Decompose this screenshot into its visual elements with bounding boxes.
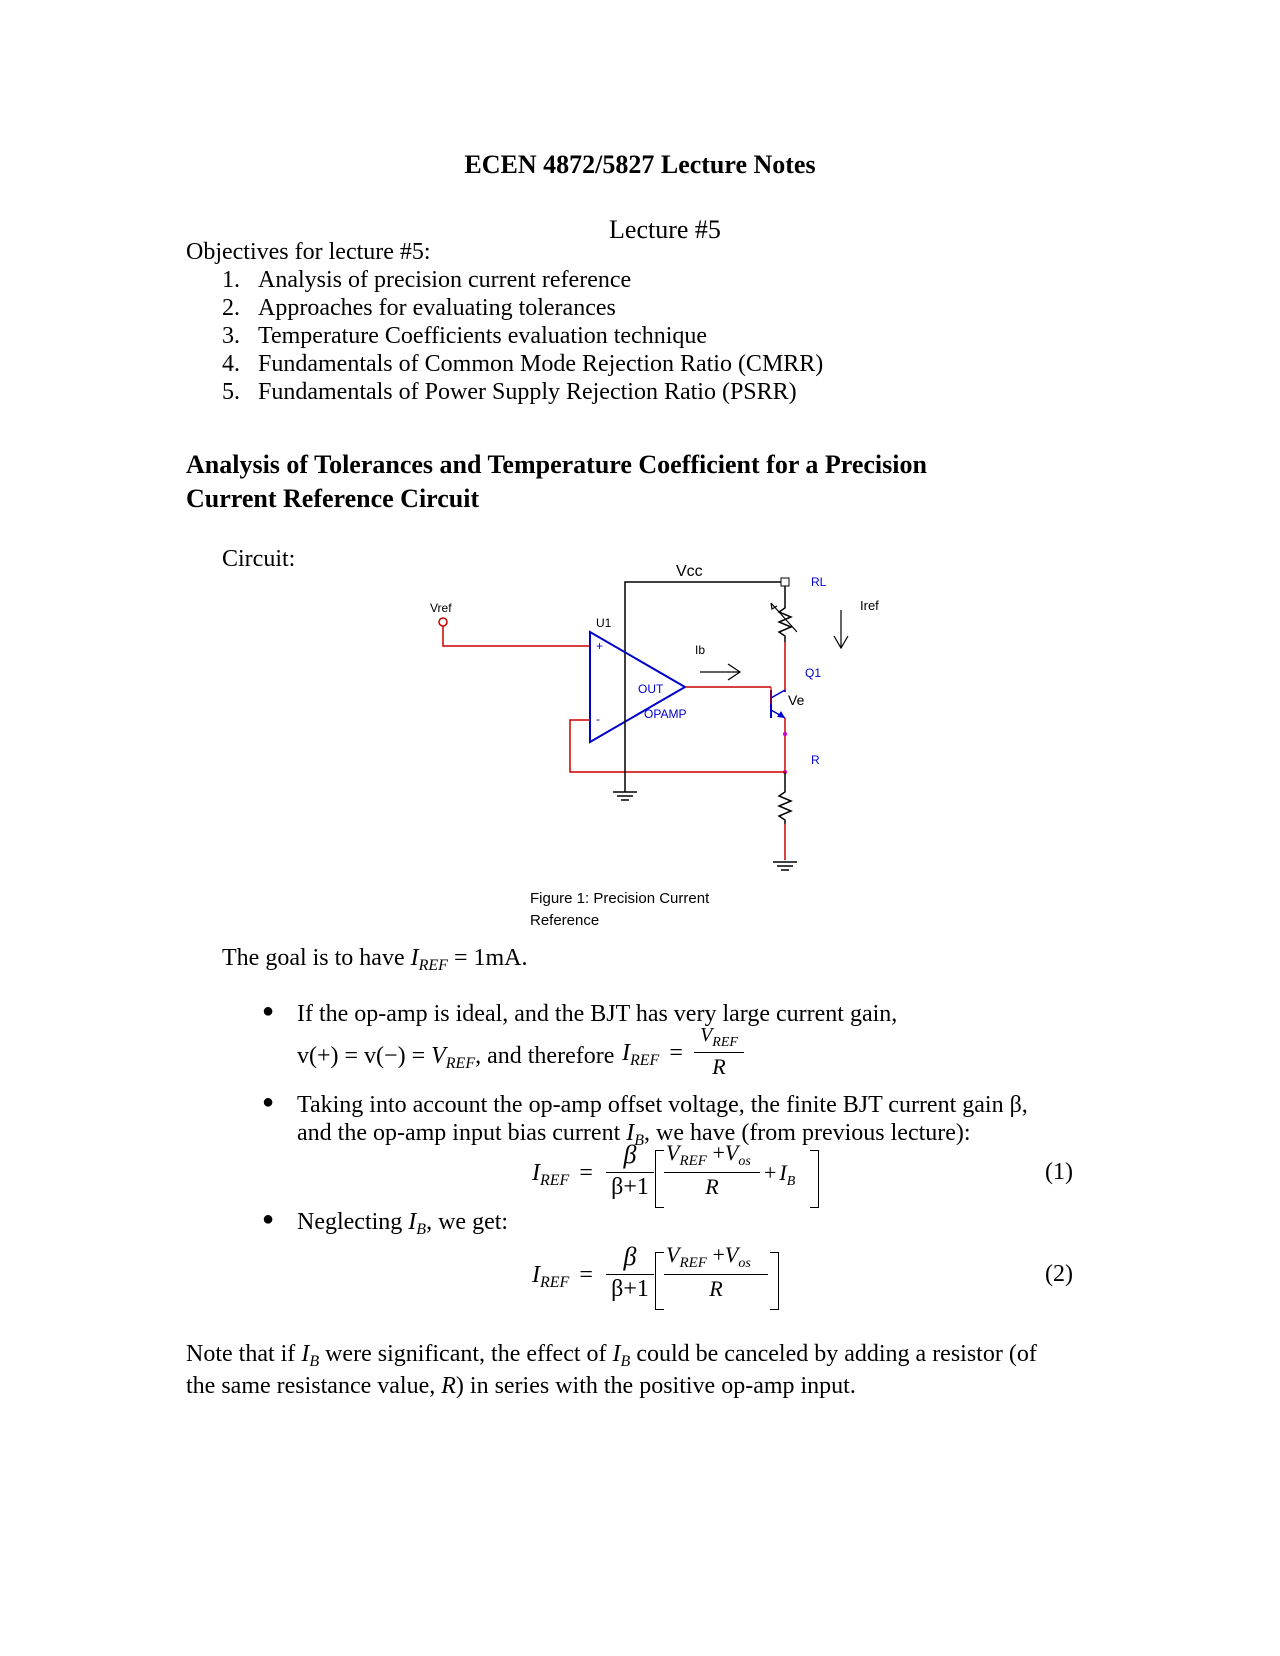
eq2-frac-bar: [606, 1274, 654, 1275]
eq2-beta-plus-1: β+1: [611, 1276, 649, 1302]
eq1-ib-term: + $I_B$: [764, 1160, 796, 1189]
fraction-denominator: R: [712, 1054, 726, 1079]
section-heading-line2: Current Reference Circuit: [186, 484, 480, 513]
page-title: ECEN 4872/5827 Lecture Notes: [464, 150, 816, 179]
eq1-beta: β: [623, 1140, 637, 1169]
fraction-numerator: $V_{REF}$: [700, 1024, 738, 1050]
opamp-label: OPAMP: [644, 707, 687, 721]
objective-item: 5. Fundamentals of Power Supply Rejection Ratio (PSRR): [222, 379, 797, 405]
goal-text: The goal is to have $I_{REF} = 1mA$.: [222, 945, 528, 974]
eq2-left-bracket: [655, 1252, 664, 1310]
eq2-numerator: $V_{REF} +V_{os}$: [666, 1242, 751, 1271]
figure-caption-line1: Figure 1: Precision Current: [530, 890, 710, 907]
circuit-diagram: [400, 560, 920, 890]
eq1-lhs: $I_{REF}$ =: [532, 1160, 593, 1189]
bullet-icon: ●: [262, 1208, 275, 1230]
eq2-lhs: $I_{REF}$ =: [532, 1262, 593, 1291]
iref-label: Iref: [860, 598, 879, 613]
eq1-beta-plus-1: β+1: [611, 1174, 649, 1200]
q1-label: Q1: [805, 666, 822, 680]
q1-collector: [771, 690, 785, 698]
rl-resistor: [779, 602, 791, 642]
eq1-right-bracket: [810, 1150, 819, 1208]
section-heading-line1: Analysis of Tolerances and Temperature Coefficient for a Precision: [186, 450, 927, 479]
bullet-1-line1: If the op-amp is ideal, and the BJT has very large current gain,: [297, 1001, 898, 1027]
plus-label: +: [596, 639, 604, 653]
objective-item: 2. Approaches for evaluating tolerances: [222, 295, 616, 321]
circuit-label: Circuit:: [222, 546, 296, 572]
eq2-denominator: R: [709, 1276, 723, 1301]
rl-label: RL: [811, 575, 827, 589]
note-line1: Note that if $I_B$ were significant, the effect of $I_B$ could be canceled by adding a resistor (of: [186, 1341, 1037, 1370]
vcc-label: Vcc: [676, 563, 703, 580]
eq1-frac-bar: [606, 1172, 654, 1173]
note-line2: the same resistance value, R) in series with the positive op-amp input.: [186, 1373, 856, 1399]
objective-item: 3. Temperature Coefficients evaluation technique: [222, 323, 708, 349]
bullet-2-line2: and the op-amp input bias current $I_B$, we have (from previous lecture):: [297, 1120, 971, 1149]
eq1-inner-frac-bar: [664, 1172, 760, 1173]
eq2-beta: β: [623, 1242, 637, 1271]
eq2-right-bracket: [770, 1252, 779, 1310]
vref-wire: [443, 626, 590, 646]
objective-item: 1. Analysis of precision current reference: [222, 267, 632, 293]
vref-terminal: [439, 618, 447, 626]
bullet-icon: ●: [262, 1000, 275, 1022]
objectives-heading: Objectives for lecture #5:: [186, 239, 431, 265]
bullet-icon: ●: [262, 1091, 275, 1113]
minus-label: -: [596, 712, 600, 726]
eq1-denominator: R: [705, 1174, 719, 1199]
eq1-left-bracket: [655, 1150, 664, 1208]
emitter-node: [783, 732, 787, 736]
feedback-wire: [570, 720, 785, 772]
fraction-bar: [694, 1052, 744, 1053]
eq1-numerator: $V_{REF} +V_{os}$: [666, 1140, 751, 1169]
vcc-terminal: [781, 578, 789, 586]
out-label: OUT: [638, 682, 664, 696]
eq2-inner-frac-bar: [664, 1274, 768, 1275]
u1-label: U1: [596, 616, 612, 630]
r-label: R: [811, 753, 820, 767]
bullet-3-line1: Neglecting $I_B$, we get:: [297, 1209, 509, 1238]
bullet-1-line2: $v(+) = v(-) = V_{REF}$, and therefore: [297, 1043, 615, 1072]
ideal-iref-term: $I_{REF}$ =: [622, 1040, 683, 1069]
bullet-2-line1: Taking into account the op-amp offset voltage, the finite BJT current gain β,: [297, 1092, 1028, 1118]
eq1-number: (1): [1045, 1159, 1073, 1185]
figure-caption-line2: Reference: [530, 912, 600, 929]
lecture-number: Lecture #5: [609, 215, 721, 244]
r-resistor: [779, 788, 791, 824]
eq2-number: (2): [1045, 1261, 1073, 1287]
objective-item: 4. Fundamentals of Common Mode Rejection Ratio (CMRR): [222, 351, 824, 377]
ve-label: Ve: [788, 692, 805, 708]
ib-label: Ib: [695, 643, 706, 657]
vref-label: Vref: [430, 601, 452, 615]
